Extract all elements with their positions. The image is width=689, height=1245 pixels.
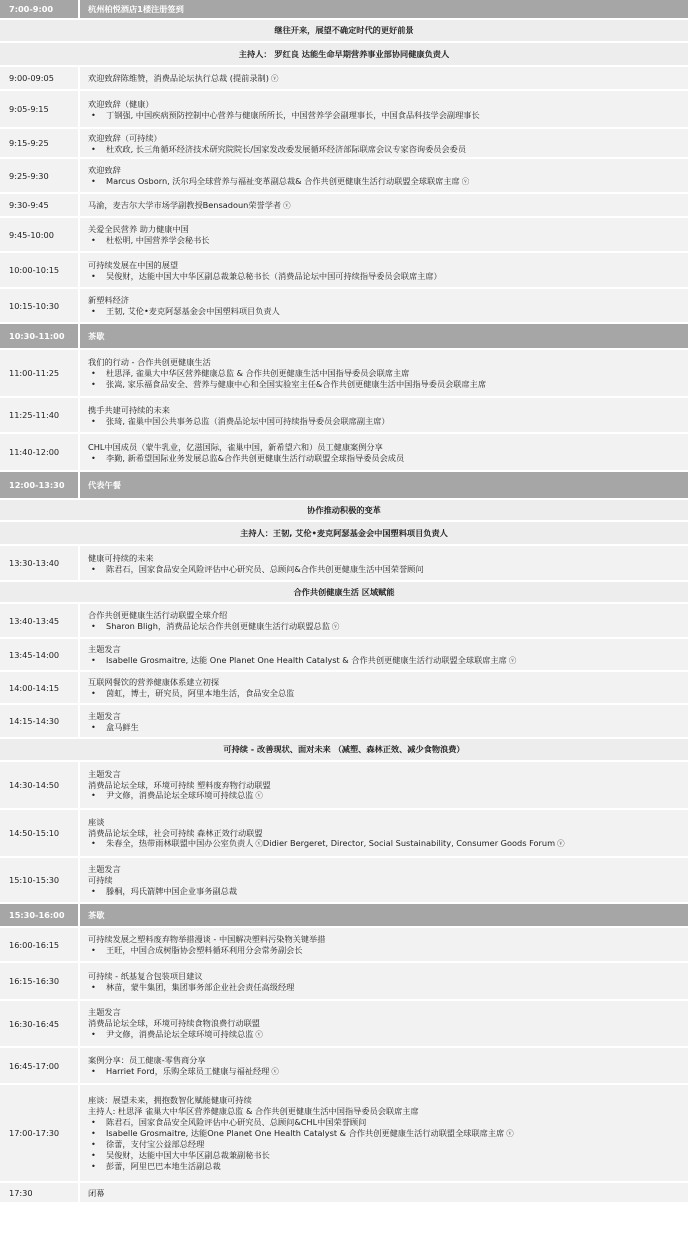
topic-line bbox=[88, 553, 682, 564]
time-cell: 16:00-16:15 bbox=[0, 928, 80, 961]
content-cell bbox=[80, 91, 688, 127]
line-text: 茶歇 bbox=[88, 331, 105, 342]
time-cell: 16:45-17:00 bbox=[0, 1048, 80, 1083]
speaker-line bbox=[88, 144, 682, 155]
line-text: 代表午餐 bbox=[88, 480, 121, 491]
section-heading-text: 可持续 - 改善现状、面对未来 （减塑、森林正效、减少食物浪费） bbox=[223, 744, 465, 754]
time-cell: 16:15-16:30 bbox=[0, 963, 80, 999]
content-cell bbox=[80, 434, 688, 470]
agenda-row bbox=[0, 289, 688, 324]
agenda-row bbox=[0, 762, 688, 810]
time-cell: 11:25-11:40 bbox=[0, 398, 80, 432]
line-text: Didier Bergeret, Director, Social Sustainability, Consumer Goods Forum bbox=[262, 838, 556, 849]
line-text: 闭幕 bbox=[88, 1187, 105, 1198]
content-cell bbox=[80, 928, 688, 961]
line-text: 尹文修，消费品论坛全球环境可持续总监 bbox=[106, 790, 254, 801]
section-heading bbox=[0, 582, 688, 604]
line-text: 王旺，中国合成树脂协会塑料循环利用分会常务副会长 bbox=[106, 945, 303, 955]
content-cell bbox=[80, 398, 688, 432]
line-text: 主题发言 bbox=[88, 864, 121, 875]
speaker-line bbox=[88, 379, 682, 390]
content-cell bbox=[80, 289, 688, 322]
agenda-row bbox=[0, 546, 688, 582]
time-cell: 10:15-10:30 bbox=[0, 289, 80, 322]
line-text: 彭蕾，阿里巴巴本地生活副总裁 bbox=[106, 1160, 221, 1171]
video-icon: ⓥ bbox=[283, 200, 291, 210]
time-cell: 9:45-10:00 bbox=[0, 218, 80, 251]
line-text: 可持续发展之塑料废弃物举措漫谈 - 中国解决塑料污染物关键举措 bbox=[88, 934, 326, 945]
topic-line bbox=[88, 73, 682, 85]
line-text: 陈君石，国家食品安全风险评估中心研究员、总顾问&合作共创更健康生活中国荣誉顾问 bbox=[106, 563, 424, 574]
line-text: 茶歇 bbox=[88, 910, 105, 921]
content-cell bbox=[80, 253, 688, 287]
line-text: 李勤, 新希望国际业务发展总监&合作共创更健康生活行动联盟全球指导委员会成员 bbox=[106, 452, 405, 463]
line-text: 消费品论坛全球，环境可持续 塑料废弃物行动联盟 bbox=[88, 779, 271, 790]
topic-line bbox=[88, 780, 682, 791]
agenda-row bbox=[0, 705, 688, 739]
line-text: 消费品论坛全球，社会可持续 森林正效行动联盟 bbox=[88, 827, 263, 838]
content-cell bbox=[80, 194, 688, 216]
break-row bbox=[0, 324, 688, 350]
line-text: 陈君石，国家食品安全风险评估中心研究员、总顾问&CHL中国荣誉顾问 bbox=[106, 1116, 367, 1127]
content-cell bbox=[80, 129, 688, 157]
speaker-line bbox=[88, 790, 682, 802]
agenda-row bbox=[0, 1001, 688, 1048]
speaker-line bbox=[88, 1066, 682, 1078]
video-icon: ⓥ bbox=[557, 839, 565, 849]
line-text: 座谈 bbox=[88, 816, 105, 827]
agenda-row bbox=[0, 1048, 688, 1085]
agenda-row bbox=[0, 398, 688, 434]
video-icon: ⓥ bbox=[506, 1128, 514, 1138]
speaker-line bbox=[88, 453, 682, 464]
video-icon: ⓥ bbox=[508, 655, 517, 665]
agenda-row bbox=[0, 194, 688, 218]
agenda-row bbox=[0, 604, 688, 639]
agenda-row bbox=[0, 67, 688, 91]
time-cell: 7:00-9:00 bbox=[0, 0, 80, 18]
line-text: 座谈：展望未来，拥抱数智化赋能健康可持续 bbox=[88, 1095, 252, 1106]
video-icon: ⓥ bbox=[255, 791, 263, 801]
speaker-line bbox=[88, 945, 682, 956]
content-cell bbox=[80, 858, 688, 902]
topic-line bbox=[88, 1055, 682, 1066]
line-text: 可持续 - 纸基复合包装项目建议 bbox=[88, 970, 203, 981]
content-cell bbox=[80, 324, 688, 348]
section-heading-text: 协作推动积极的变革 bbox=[307, 504, 381, 515]
line-text: 健康可持续的未来 bbox=[88, 552, 154, 563]
content-cell bbox=[80, 810, 688, 856]
topic-line bbox=[88, 1018, 682, 1029]
line-text: 可持续 bbox=[88, 875, 113, 886]
speaker-line bbox=[88, 1128, 682, 1140]
time-cell: 16:30-16:45 bbox=[0, 1001, 80, 1046]
content-cell bbox=[80, 904, 688, 926]
line-text: 主题发言 bbox=[88, 710, 121, 721]
content-cell bbox=[80, 762, 688, 808]
line-text: 杜松明, 中国营养学会秘书长 bbox=[106, 235, 210, 245]
topic-line bbox=[88, 200, 682, 212]
agenda-row bbox=[0, 350, 688, 398]
line-text: 丁钢强, 中国疾病预防控制中心营养与健康所所长，中国营养学会副理事长，中国食品科技学会副理事长 bbox=[106, 109, 480, 120]
speaker-line bbox=[88, 176, 682, 188]
topic-line bbox=[88, 1106, 682, 1117]
topic-line bbox=[88, 971, 682, 982]
content-cell bbox=[80, 472, 688, 498]
speaker-line bbox=[88, 564, 682, 575]
time-cell: 13:30-13:40 bbox=[0, 546, 80, 580]
time-cell: 12:00-13:30 bbox=[0, 472, 80, 498]
topic-line bbox=[88, 644, 682, 655]
content-cell bbox=[80, 350, 688, 396]
section-heading-text: 合作共创健康生活 区域赋能 bbox=[293, 586, 395, 597]
line-text: 杜思泽, 雀巢大中华区营养健康总监 & 合作共创更健康生活中国指导委员会联席主席 bbox=[106, 368, 410, 379]
video-icon: ⓥ bbox=[271, 1066, 279, 1076]
topic-line bbox=[88, 4, 682, 15]
time-cell: 11:00-11:25 bbox=[0, 350, 80, 396]
speaker-line bbox=[88, 1161, 682, 1172]
topic-line bbox=[88, 769, 682, 780]
agenda-row bbox=[0, 434, 688, 472]
line-text: 欢迎致辞（可持续） bbox=[88, 132, 162, 143]
content-cell bbox=[80, 1183, 688, 1202]
agenda-row bbox=[0, 91, 688, 129]
agenda-row bbox=[0, 928, 688, 963]
content-cell bbox=[80, 1001, 688, 1046]
section-heading-text: 主持人：王韧, 艾伦•麦克阿瑟基金会中国塑料项目负责人 bbox=[240, 527, 448, 538]
time-cell: 17:00-17:30 bbox=[0, 1085, 80, 1181]
content-cell bbox=[80, 705, 688, 737]
topic-line bbox=[88, 405, 682, 416]
agenda-row bbox=[0, 672, 688, 705]
line-text: 携手共建可持续的未来 bbox=[88, 404, 170, 415]
agenda-row bbox=[0, 1085, 688, 1183]
agenda-row bbox=[0, 858, 688, 904]
line-text: 张琦, 雀巢中国公共事务总监（消费品论坛中国可持续指导委员会联席副主席） bbox=[106, 415, 390, 426]
line-text: Isabelle Grosmaitre, 达能 One Planet One Health Catalyst & 合作共创更健康生活行动联盟全球联席主席 bbox=[106, 654, 507, 665]
line-text: 可持续发展在中国的展望 bbox=[88, 259, 179, 270]
time-cell: 9:30-9:45 bbox=[0, 194, 80, 216]
time-cell: 9:00-09:05 bbox=[0, 67, 80, 89]
agenda-row bbox=[0, 639, 688, 672]
topic-line bbox=[88, 1007, 682, 1018]
line-text: 我们的行动 - 合作共创更健康生活 bbox=[88, 357, 211, 368]
agenda-row bbox=[0, 0, 688, 20]
line-text: 关爱全民营养 助力健康中国 bbox=[88, 224, 189, 235]
section-heading bbox=[0, 20, 688, 43]
line-text: 主题发言 bbox=[88, 768, 121, 779]
line-text: CHL中国成员（蒙牛乳业，亿滋国际，雀巢中国，新希望六和）员工健康案例分享 bbox=[88, 441, 383, 452]
line-text: 互联网餐饮的营养健康体系建立初探 bbox=[88, 677, 220, 688]
time-cell: 11:40-12:00 bbox=[0, 434, 80, 470]
time-cell: 9:05-9:15 bbox=[0, 91, 80, 127]
line-text: 欢迎致辞陈维赞，消费品论坛执行总裁 (提前录制) bbox=[88, 72, 269, 83]
topic-line bbox=[88, 357, 682, 368]
time-cell: 14:15-14:30 bbox=[0, 705, 80, 737]
time-cell: 10:30-11:00 bbox=[0, 324, 80, 348]
speaker-line bbox=[88, 306, 682, 317]
line-text: 马渝，麦吉尔大学市场学副教授Bensadoun荣誉学者 bbox=[88, 199, 282, 210]
speaker-line bbox=[88, 1117, 682, 1128]
content-cell bbox=[80, 672, 688, 703]
time-cell: 10:00-10:15 bbox=[0, 253, 80, 287]
section-heading-text: 主持人： 罗红良 达能生命早期营养事业部协同健康负责人 bbox=[238, 48, 450, 59]
video-icon: ⓥ bbox=[270, 73, 279, 83]
speaker-line bbox=[88, 1029, 682, 1041]
content-cell bbox=[80, 639, 688, 670]
line-text: 消费品论坛全球，环境可持续食物浪费行动联盟 bbox=[88, 1018, 260, 1029]
topic-line bbox=[88, 331, 682, 342]
line-text: 尹文修，消费品论坛全球环境可持续总监 bbox=[106, 1028, 254, 1039]
content-cell bbox=[80, 546, 688, 580]
line-text: 茵虹，博士，研究员，阿里本地生活，食品安全总监 bbox=[106, 688, 295, 698]
video-icon: ⓥ bbox=[461, 176, 470, 186]
topic-line bbox=[88, 99, 682, 110]
time-cell: 9:15-9:25 bbox=[0, 129, 80, 157]
speaker-line bbox=[88, 982, 682, 993]
topic-line bbox=[88, 828, 682, 839]
time-cell: 17:30 bbox=[0, 1183, 80, 1202]
topic-line bbox=[88, 165, 682, 176]
time-cell: 14:30-14:50 bbox=[0, 762, 80, 808]
speaker-line bbox=[88, 688, 682, 699]
speaker-line bbox=[88, 838, 682, 850]
section-heading bbox=[0, 500, 688, 522]
time-cell: 14:50-15:10 bbox=[0, 810, 80, 856]
time-cell: 15:30-16:00 bbox=[0, 904, 80, 926]
speaker-line bbox=[88, 1150, 682, 1161]
speaker-line bbox=[88, 621, 682, 633]
topic-line bbox=[88, 1188, 682, 1199]
time-cell: 9:25-9:30 bbox=[0, 159, 80, 192]
agenda-row bbox=[0, 218, 688, 253]
section-heading-text: 继往开来，展望不确定时代的更好前景 bbox=[274, 25, 414, 35]
line-text: 林苗，蒙牛集团，集团事务部企业社会责任高级经理 bbox=[106, 981, 295, 992]
line-text: 主题发言 bbox=[88, 643, 121, 654]
topic-line bbox=[88, 295, 682, 306]
topic-line bbox=[88, 442, 682, 453]
topic-line bbox=[88, 817, 682, 828]
speaker-line bbox=[88, 886, 682, 897]
speaker-line bbox=[88, 655, 682, 667]
agenda-row bbox=[0, 963, 688, 1001]
speaker-line bbox=[88, 1139, 682, 1150]
agenda-row bbox=[0, 129, 688, 159]
topic-line bbox=[88, 1095, 682, 1106]
agenda-row bbox=[0, 253, 688, 289]
speaker-line bbox=[88, 110, 682, 121]
line-text: Harriet Ford，乐购全球员工健康与福祉经理 bbox=[106, 1065, 270, 1076]
agenda-row bbox=[0, 1183, 688, 1204]
line-text: 新塑料经济 bbox=[88, 295, 129, 306]
topic-line bbox=[88, 934, 682, 945]
content-cell bbox=[80, 963, 688, 999]
line-text: 欢迎致辞 bbox=[88, 164, 121, 175]
topic-line bbox=[88, 875, 682, 886]
video-icon: ⓥ bbox=[255, 839, 263, 849]
break-row bbox=[0, 472, 688, 500]
content-cell bbox=[80, 67, 688, 89]
line-text: 王韧, 艾伦•麦克阿瑟基金会中国塑料项目负责人 bbox=[106, 306, 280, 316]
content-cell bbox=[80, 1085, 688, 1181]
time-cell: 14:00-14:15 bbox=[0, 672, 80, 703]
line-text: 主持人: 杜思泽 雀巢大中华区营养健康总监 & 合作共创更健康生活中国指导委员会联席主席 bbox=[88, 1106, 419, 1116]
break-row bbox=[0, 904, 688, 928]
topic-line bbox=[88, 133, 682, 144]
topic-line bbox=[88, 610, 682, 621]
line-text: 合作共创更健康生活行动联盟全球介绍 bbox=[88, 609, 228, 620]
topic-line bbox=[88, 910, 682, 921]
topic-line bbox=[88, 677, 682, 688]
agenda-row bbox=[0, 159, 688, 194]
topic-line bbox=[88, 224, 682, 235]
video-icon: ⓥ bbox=[255, 1029, 263, 1039]
line-text: 盒马鲜生 bbox=[106, 721, 139, 732]
time-cell: 13:45-14:00 bbox=[0, 639, 80, 670]
line-text: 欢迎致辞（健康） bbox=[88, 98, 154, 109]
line-text: 徐蕾，支付宝公益部总经理 bbox=[106, 1139, 205, 1150]
speaker-line bbox=[88, 416, 682, 427]
line-text: Isabelle Grosmaitre, 达能One Planet One Health Catalyst & 合作共创更健康生活行动联盟全球联席主席 bbox=[106, 1127, 505, 1138]
line-text: 案例分享：员工健康-零售商分享 bbox=[88, 1054, 206, 1065]
line-text: 张嵩, 家乐福食品安全、营养与健康中心和全国实验室主任&合作共创更健康生活中国指导委员会联席主席 bbox=[106, 378, 487, 389]
line-text: 吴俊财，达能中国大中华区副总裁兼副秘书长 bbox=[106, 1150, 270, 1161]
content-cell bbox=[80, 1048, 688, 1083]
line-text: 吴俊财，达能中国大中华区副总裁兼总秘书长（消费品论坛中国可持续指导委员会联席主席） bbox=[106, 270, 442, 281]
content-cell bbox=[80, 218, 688, 251]
content-cell bbox=[80, 604, 688, 637]
section-heading bbox=[0, 43, 688, 67]
line-text: 杜欢政, 长三角循环经济技术研究院院长/国家发改委发展循环经济部际联席会议专家咨询委员会委员 bbox=[106, 143, 467, 154]
section-heading bbox=[0, 522, 688, 546]
time-cell: 15:10-15:30 bbox=[0, 858, 80, 902]
line-text: 朱春全，热带雨林联盟中国办公室负责人 bbox=[106, 838, 254, 849]
video-icon: ⓥ bbox=[331, 621, 340, 631]
section-heading bbox=[0, 739, 688, 762]
speaker-line bbox=[88, 235, 682, 246]
time-cell: 13:40-13:45 bbox=[0, 604, 80, 637]
topic-line bbox=[88, 711, 682, 722]
content-cell bbox=[80, 0, 688, 18]
speaker-line bbox=[88, 722, 682, 733]
line-text: Sharon Bligh，消费品论坛合作共创更健康生活行动联盟总监 bbox=[106, 620, 330, 631]
line-text: 滕桐，玛氏箭牌中国企业事务副总裁 bbox=[106, 885, 238, 896]
line-text: 主题发言 bbox=[88, 1007, 121, 1018]
agenda-row bbox=[0, 810, 688, 858]
line-text: Marcus Osborn, 沃尔玛全球营养与福祉变革副总裁& 合作共创更健康生活行动联盟全球联席主席 bbox=[106, 175, 460, 186]
topic-line bbox=[88, 260, 682, 271]
content-cell bbox=[80, 159, 688, 192]
topic-line bbox=[88, 480, 682, 491]
speaker-line bbox=[88, 368, 682, 379]
line-text: 杭州柏悦酒店1楼注册签到 bbox=[88, 4, 184, 15]
topic-line bbox=[88, 864, 682, 875]
speaker-line bbox=[88, 271, 682, 282]
